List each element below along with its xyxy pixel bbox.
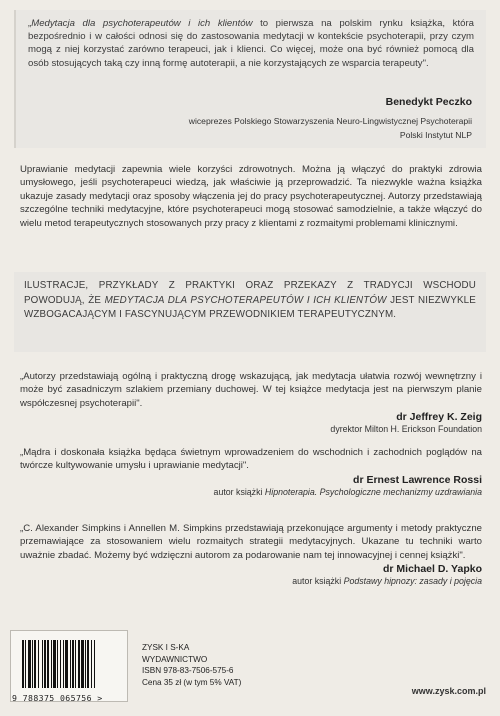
- quote-body: to pierwsza na polskim rynku książka, która bezpośrednio i w całości odnosi się do zastosowania medytacji w kontekście psychoterapii, przy czym mogą z niej korzystać zarówno terapeuci, jak i klienci. Co więcej, może ona być również pomocą dla osób stosujących taką czy inną formę autoterapii, a nie korzystających ze wsparcia terapeuty".: [28, 18, 474, 69]
- publisher-label: WYDAWNICTWO: [142, 654, 208, 664]
- highlight-part-1: ILUSTRACJE, PRZYKŁADY Z PRAKTYKI ORAZ PRZEKAZY Z TRADYCJI WSCHODU POWODUJĄ, ŻE: [24, 280, 476, 306]
- top-quote: [28, 17, 474, 70]
- review-role: [20, 576, 482, 586]
- quote-book-title: Medytacja dla psychoterapeutów i ich klientów: [31, 18, 253, 29]
- top-quote-role: [72, 115, 472, 142]
- review-yapko: [20, 522, 482, 586]
- review-quote: „Autorzy przedstawiają ogólną i praktyczną drogę wskazującą, jak medytacja ułatwia rozwój wewnętrzny i może być zasadniczym szlakiem przemiany duchowej. W tej książce medytacja jest na pierwszym planie współczesnej psychoterapii".: [20, 371, 482, 409]
- highlight-part-2: JEST NIEZWYKLE WZBOGACAJĄCYM I FASCYNUJĄCYM PRZEWODNIKIEM TERAPEUTYCZNYM.: [24, 294, 476, 321]
- highlight-book-title: MEDYTACJA DLA PSYCHOTERAPEUTÓW I ICH KLIENTÓW: [104, 294, 387, 306]
- review-zeig: [20, 370, 482, 434]
- top-quote-author: Benedykt Peczko: [385, 96, 472, 108]
- review-quote: „Mądra i doskonała książka będąca świetnym wprowadzeniem do wschodnich i zachodnich poglądów na twórcze kultywowanie umysłu i uprawianie medytacji".: [20, 447, 482, 472]
- price: Cena 35 zł (w tym 5% VAT): [142, 677, 242, 687]
- quote-open-mark: „: [28, 18, 32, 29]
- review-role-text: autor książki: [292, 576, 344, 587]
- review-role-book: Hipnoterapia. Psychologiczne mechanizmy uzdrawiania: [264, 486, 482, 497]
- publisher-info: [142, 642, 302, 688]
- publisher-website[interactable]: www.zysk.com.pl: [411, 686, 486, 696]
- description-paragraph: Uprawianie medytacji zapewnia wiele korzyści zdrowotnych. Można ją włączyć do praktyki zdrowia umysłowego, jeśli psychoterapeuci wiedzą, jak właściwie ją przeprowadzić. Ta niezwykle ważna książka ukazuje zasady medytacji oraz sposoby włączenia jej do pracy psychoterapeutycznej. Autorzy przedstawiają szczególne techniki medytacyjne, które psychoterapeuci mogą stosować samodzielnie, a także włączyć do wielu metod terapeutycznych stosowanych przy pracy z klientami z rozmaitymi problemami klinicznymi.: [20, 164, 482, 229]
- highlight-box: [14, 272, 486, 352]
- isbn: ISBN 978-83-7506-575-6: [142, 666, 234, 675]
- publisher-name: ZYSK I S-KA: [142, 643, 190, 652]
- role-line-1: wiceprezes Polskiego Stowarzyszenia Neuro-Lingwistycznej Psychoterapii: [188, 116, 472, 126]
- review-role: [20, 487, 482, 497]
- top-quote-box: [14, 10, 486, 148]
- review-author: dr Michael D. Yapko: [382, 563, 482, 576]
- review-role: [20, 424, 482, 434]
- review-quote: „C. Alexander Simpkins i Annellen M. Simpkins przedstawiają przekonujące argumenty i metody praktyczne przemawiające za stosowaniem wielu rozmaitych strategii medytacyjnych. Ukazane tu techniki warto uważnie zbadać. Możemy być wdzięczni autorom za podarowanie nam tej innowacyjnej i cennej książki".: [20, 523, 482, 561]
- review-author: dr Jeffrey K. Zeig: [396, 411, 482, 424]
- role-line-2: Polski Instytut NLP: [399, 129, 472, 140]
- barcode-number: 9 788375 065756 >: [12, 693, 103, 703]
- review-role-text: autor książki: [213, 486, 265, 497]
- review-rossi: [20, 446, 482, 497]
- review-role-text: dyrektor Milton H. Erickson Foundation: [330, 424, 482, 435]
- review-author: dr Ernest Lawrence Rossi: [353, 473, 482, 486]
- barcode-icon: [20, 640, 114, 690]
- highlight-text: [24, 279, 476, 323]
- review-role-book: Podstawy hipnozy: zasady i pojęcia: [343, 576, 482, 587]
